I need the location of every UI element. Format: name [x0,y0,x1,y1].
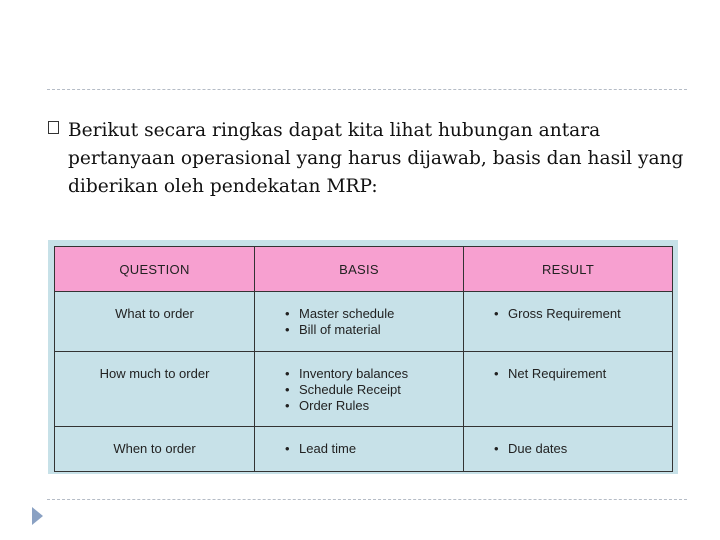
result-list [470,366,666,382]
result-list [470,441,666,457]
bottom-divider [47,499,687,500]
question-cell: What to order [55,292,255,352]
list-item: • Lead time [285,441,457,457]
basis-list [261,306,457,338]
basis-cell [255,292,464,352]
result-list [470,306,666,322]
basis-list [261,366,457,414]
header-result: RESULT [464,247,673,292]
result-cell [464,427,673,472]
table-row [55,427,673,472]
mrp-table [54,246,673,472]
list-item: • Inventory balances [285,366,457,382]
table-row [55,292,673,352]
list-item: • Bill of material [285,322,457,338]
intro-bullet [48,117,688,201]
list-item: • Order Rules [285,398,457,414]
basis-list [261,441,457,457]
question-cell: How much to order [55,352,255,427]
list-item: • Master schedule [285,306,457,322]
square-bullet-icon [48,121,59,134]
result-cell [464,292,673,352]
list-item: • Net Requirement [494,366,666,382]
question-cell: When to order [55,427,255,472]
list-item: • Schedule Receipt [285,382,457,398]
basis-cell [255,352,464,427]
intro-text: Berikut secara ringkas dapat kita lihat hubungan antara pertanyaan operasional yang harus dijawab, basis dan hasil yang diberikan oleh pendekatan MRP: [68,120,684,197]
table-header-row [55,247,673,292]
list-item: • Gross Requirement [494,306,666,322]
mrp-table-frame [48,240,678,474]
result-cell [464,352,673,427]
header-basis: BASIS [255,247,464,292]
list-item: • Due dates [494,441,666,457]
basis-cell [255,427,464,472]
table-row [55,352,673,427]
header-question: QUESTION [55,247,255,292]
next-slide-arrow-icon[interactable] [32,507,43,525]
top-divider [47,89,687,90]
